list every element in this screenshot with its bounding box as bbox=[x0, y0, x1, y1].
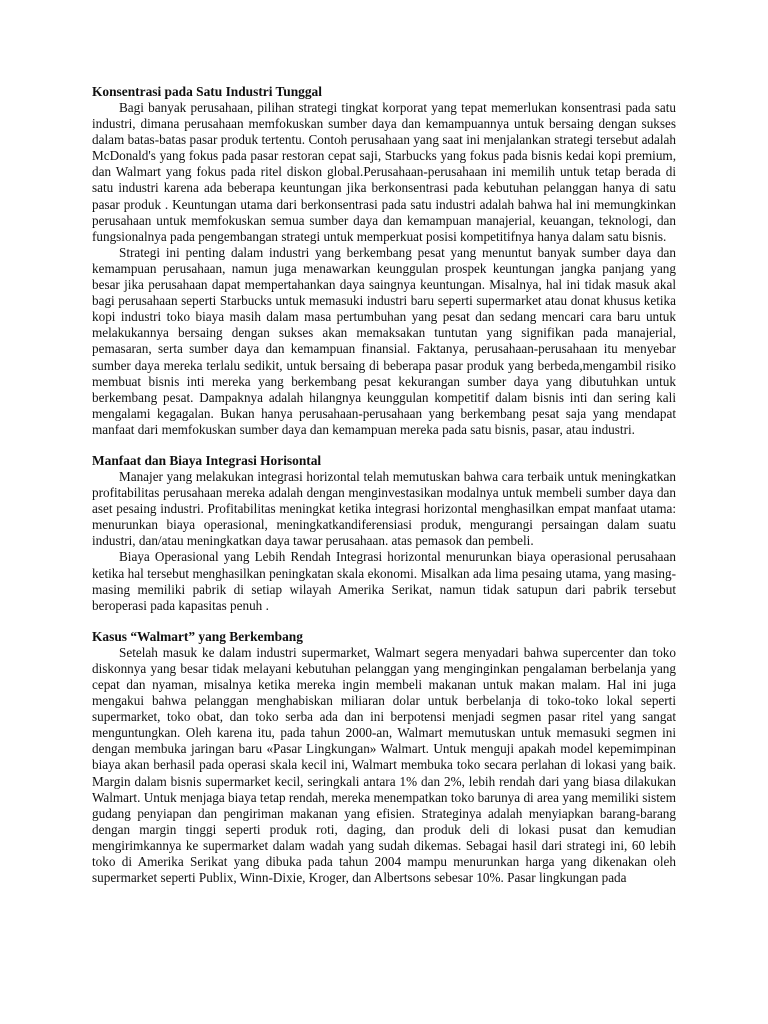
section-horizontal-integration bbox=[92, 453, 676, 614]
section-heading: Kasus “Walmart” yang Berkembang bbox=[92, 628, 303, 644]
paragraph: Biaya Operasional yang Lebih Rendah Integrasi horizontal menurunkan biaya operasional perusahaan ketika hal tersebut menghasilkan peningkatan skala ekonomi. Misalkan ada lima pesaing utama, yang masing-masing memiliki pabrik di setiap wilayah Amerika Serikat, namun tidak satupun dari pabrik tersebut beroperasi pada kapasitas penuh . bbox=[92, 549, 676, 613]
paragraph: Manajer yang melakukan integrasi horizontal telah memutuskan bahwa cara terbaik untuk meningkatkan profitabilitas perusahaan mereka adalah dengan menginvestasikan modalnya untuk membeli sumber daya dan aset pesaing industri. Profitabilitas meningkat ketika integrasi horizontal menghasilkan empat manfaat utama: menurunkan biaya operasional, meningkatkandiferensiasi produk, mengurangi persaingan dalam suatu industri, dan/atau meningkatkan daya tawar perusahaan. atas pemasok dan pembeli. bbox=[92, 468, 676, 549]
section-walmart-case bbox=[92, 629, 676, 886]
section-heading: Konsentrasi pada Satu Industri Tunggal bbox=[92, 84, 322, 99]
section-single-industry bbox=[92, 84, 676, 438]
section-spacer bbox=[92, 614, 676, 629]
section-heading: Manfaat dan Biaya Integrasi Horisontal bbox=[92, 452, 322, 468]
paragraph: Strategi ini penting dalam industri yang berkembang pesat yang menuntut banyak sumber daya dan kemampuan perusahaan, namun juga menawarkan keunggulan prospek keuntungan jangka panjang yang besar jika perusahaan dapat mempertahankan daya saingnya keuntungan. Misalnya, hal ini tidak masuk akal bagi perusahaan seperti Starbucks untuk memasuki industri baru seperti supermarket atau donat khusus ketika kopi industri toko biaya masih dalam masa pertumbuhan yang pesat dan sedang mencari cara baru untuk melakukannya bersaing dengan sukses akan memaksakan tuntutan yang signifikan pada manajerial, pemasaran, serta sumber daya dan kemampuan finansial. Faktanya, perusahaan-perusahaan itu menyebar sumber daya mereka terlalu sedikit, untuk bersaing di beberapa pasar produk yang berbeda,mengambil risiko membuat bisnis inti mereka yang berkembang pesat kekurangan sumber daya yang dibutuhkan untuk berkembang pesat. Dampaknya adalah hilangnya keunggulan kompetitif dalam bisnis inti dan sering kali mengalami kegagalan. Bukan hanya perusahaan-perusahaan yang berkembang pesat saja yang mendapat manfaat dari memfokuskan sumber daya dan kemampuan mereka pada satu bisnis, pasar, atau industri. bbox=[92, 244, 676, 437]
paragraph: Setelah masuk ke dalam industri supermarket, Walmart segera menyadari bahwa supercenter dan toko diskonnya yang besar tidak melayani kebutuhan pelanggan yang menginginkan pengalaman berbelanja yang cepat dan nyaman, misalnya ketika mereka ingin membeli makanan untuk makan malam. Hal ini juga mengakui bahwa pelanggan menghabiskan miliaran dolar untuk berbelanja di toko-toko lokal seperti supermarket, toko obat, dan toko serba ada dan ini berpotensi menjadi segmen pasar ritel yang sangat menguntungkan. Oleh karena itu, pada tahun 2000-an, Walmart memutuskan untuk memasuki segmen ini dengan membuka jaringan baru «Pasar Lingkungan» Walmart. Untuk menguji apakah model kepemimpinan biaya akan berhasil pada operasi skala kecil ini, Walmart membuka toko secara perlahan di lokasi yang baik. Margin dalam bisnis supermarket kecil, seringkali antara 1% dan 2%, lebih rendah dari yang biasa dilakukan Walmart. Untuk menjaga biaya tetap rendah, mereka menempatkan toko barunya di area yang memiliki sistem gudang penyiapan dan pengiriman makanan yang efisien. Strateginya adalah menyiapkan barang-barang dengan margin tinggi seperti produk roti, daging, dan produk deli di lokasi pusat dan kemudian mengirimkannya ke supermarket dalam wadah yang sudah dikemas. Sebagai hasil dari strategi ini, 60 lebih toko di Amerika Serikat yang dibuka pada tahun 2004 mampu menurunkan harga yang dikenakan oleh supermarket seperti Publix, Winn-Dixie, Kroger, dan Albertsons sebesar 10%. Pasar lingkungan pada bbox=[92, 644, 676, 886]
section-spacer bbox=[92, 438, 676, 453]
paragraph: Bagi banyak perusahaan, pilihan strategi tingkat korporat yang tepat memerlukan konsentrasi pada satu industri, dimana perusahaan memfokuskan sumber daya dan kemampuannya untuk bersaing dengan sukses dalam batas-batas pasar produk tertentu. Contoh perusahaan yang saat ini menjalankan strategi tersebut adalah McDonald's yang fokus pada pasar restoran cepat saji, Starbucks yang fokus pada bisnis kedai kopi premium, dan Walmart yang fokus pada ritel diskon global.Perusahaan-perusahaan ini memilih untuk tetap berada di satu industri karena ada beberapa keuntungan jika berkonsentrasi pada kebutuhan pelanggan hanya di satu pasar produk . Keuntungan utama dari berkonsentrasi pada satu industri adalah bahwa hal ini memungkinkan perusahaan untuk memfokuskan semua sumber daya dan kemampuan manajerial, keuangan, teknologi, dan fungsionalnya pada pengembangan strategi untuk memperkuat posisi kompetitifnya hanya dalam satu bisnis. bbox=[92, 100, 676, 244]
